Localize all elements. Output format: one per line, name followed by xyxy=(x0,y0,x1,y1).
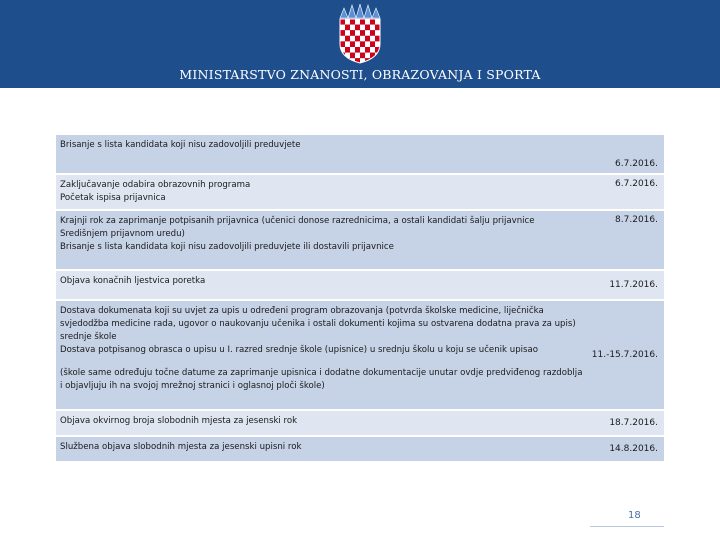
croatian-coat-of-arms-icon xyxy=(338,4,382,64)
row-text-line: Brisanje s lista kandidata koji nisu zadovoljili preduvjete ili dostavili prijavnice xyxy=(60,242,394,252)
row-date: 6.7.2016. xyxy=(615,159,658,169)
row-date: 18.7.2016. xyxy=(609,418,658,428)
row-text-line: Početak ispisa prijavnica xyxy=(60,193,166,203)
row-text-line: Objava okvirnog broja slobodnih mjesta za jesenski rok xyxy=(60,416,298,426)
row-description xyxy=(56,411,588,435)
table-row xyxy=(56,135,664,175)
row-description xyxy=(56,175,588,209)
row-text-line: Zaključavanje odabira obrazovnih programa xyxy=(60,180,251,190)
table-row xyxy=(56,411,664,437)
table-row xyxy=(56,175,664,211)
row-date-cell xyxy=(588,211,664,269)
row-date-cell xyxy=(588,411,664,435)
table-row xyxy=(56,301,664,411)
row-text-line: Dostava potpisanog obrasca o upisu u I. razred srednje škole (upisnice) u srednju školu u koju se učenik upisao xyxy=(60,345,539,355)
header-banner xyxy=(0,0,720,88)
row-description xyxy=(56,211,588,269)
table-row xyxy=(56,437,664,463)
row-date: 8.7.2016. xyxy=(615,215,658,225)
row-text-line: Objava konačnih ljestvica poretka xyxy=(60,276,206,286)
row-date-cell xyxy=(588,175,664,209)
row-date: 6.7.2016. xyxy=(615,179,658,189)
row-date: 11.-15.7.2016. xyxy=(591,350,658,360)
page-number: 18 xyxy=(628,510,641,521)
row-text-line: Brisanje s lista kandidata koji nisu zadovoljili preduvjete xyxy=(60,140,301,150)
row-text-line: Dostava dokumenata koji su uvjet za upis u određeni program obrazovanja (potvrda školske medicine, liječnička svjedodžba medicine rada, ugovor o naukovanju učenika i ostali dokumenti kojima su ostvarena dodatna prava za upis) srednje škole xyxy=(60,306,576,342)
row-date-cell xyxy=(588,301,664,409)
row-text-line: (škole same određuju točne datume za zaprimanje upisnica i dodatne dokumentacije unutar ovdje predviđenog razdoblja i objavljuju ih na svojoj mrežnoj stranici i oglasnoj ploči škole) xyxy=(60,368,583,391)
row-date: 14.8.2016. xyxy=(609,444,658,454)
footer-divider xyxy=(590,526,664,527)
row-date-cell xyxy=(588,271,664,299)
row-description xyxy=(56,271,588,299)
row-text-line: Središnjem prijavnom uredu) xyxy=(60,229,185,239)
table-row xyxy=(56,271,664,301)
schedule-table xyxy=(56,135,664,463)
row-date-cell xyxy=(588,135,664,173)
row-description xyxy=(56,437,588,461)
row-text-line: Službena objava slobodnih mjesta za jesenski upisni rok xyxy=(60,442,302,452)
row-date: 11.7.2016. xyxy=(609,280,658,290)
ministry-title: MINISTARSTVO ZNANOSTI, OBRAZOVANJA I SPORTA xyxy=(179,67,541,82)
row-date-cell xyxy=(588,437,664,461)
row-description xyxy=(56,301,588,409)
table-row xyxy=(56,211,664,271)
row-text-line: Krajnji rok za zaprimanje potpisanih prijavnica (učenici donose razrednicima, a ostali kandidati šalju prijavnice xyxy=(60,216,535,226)
row-description xyxy=(56,135,588,173)
